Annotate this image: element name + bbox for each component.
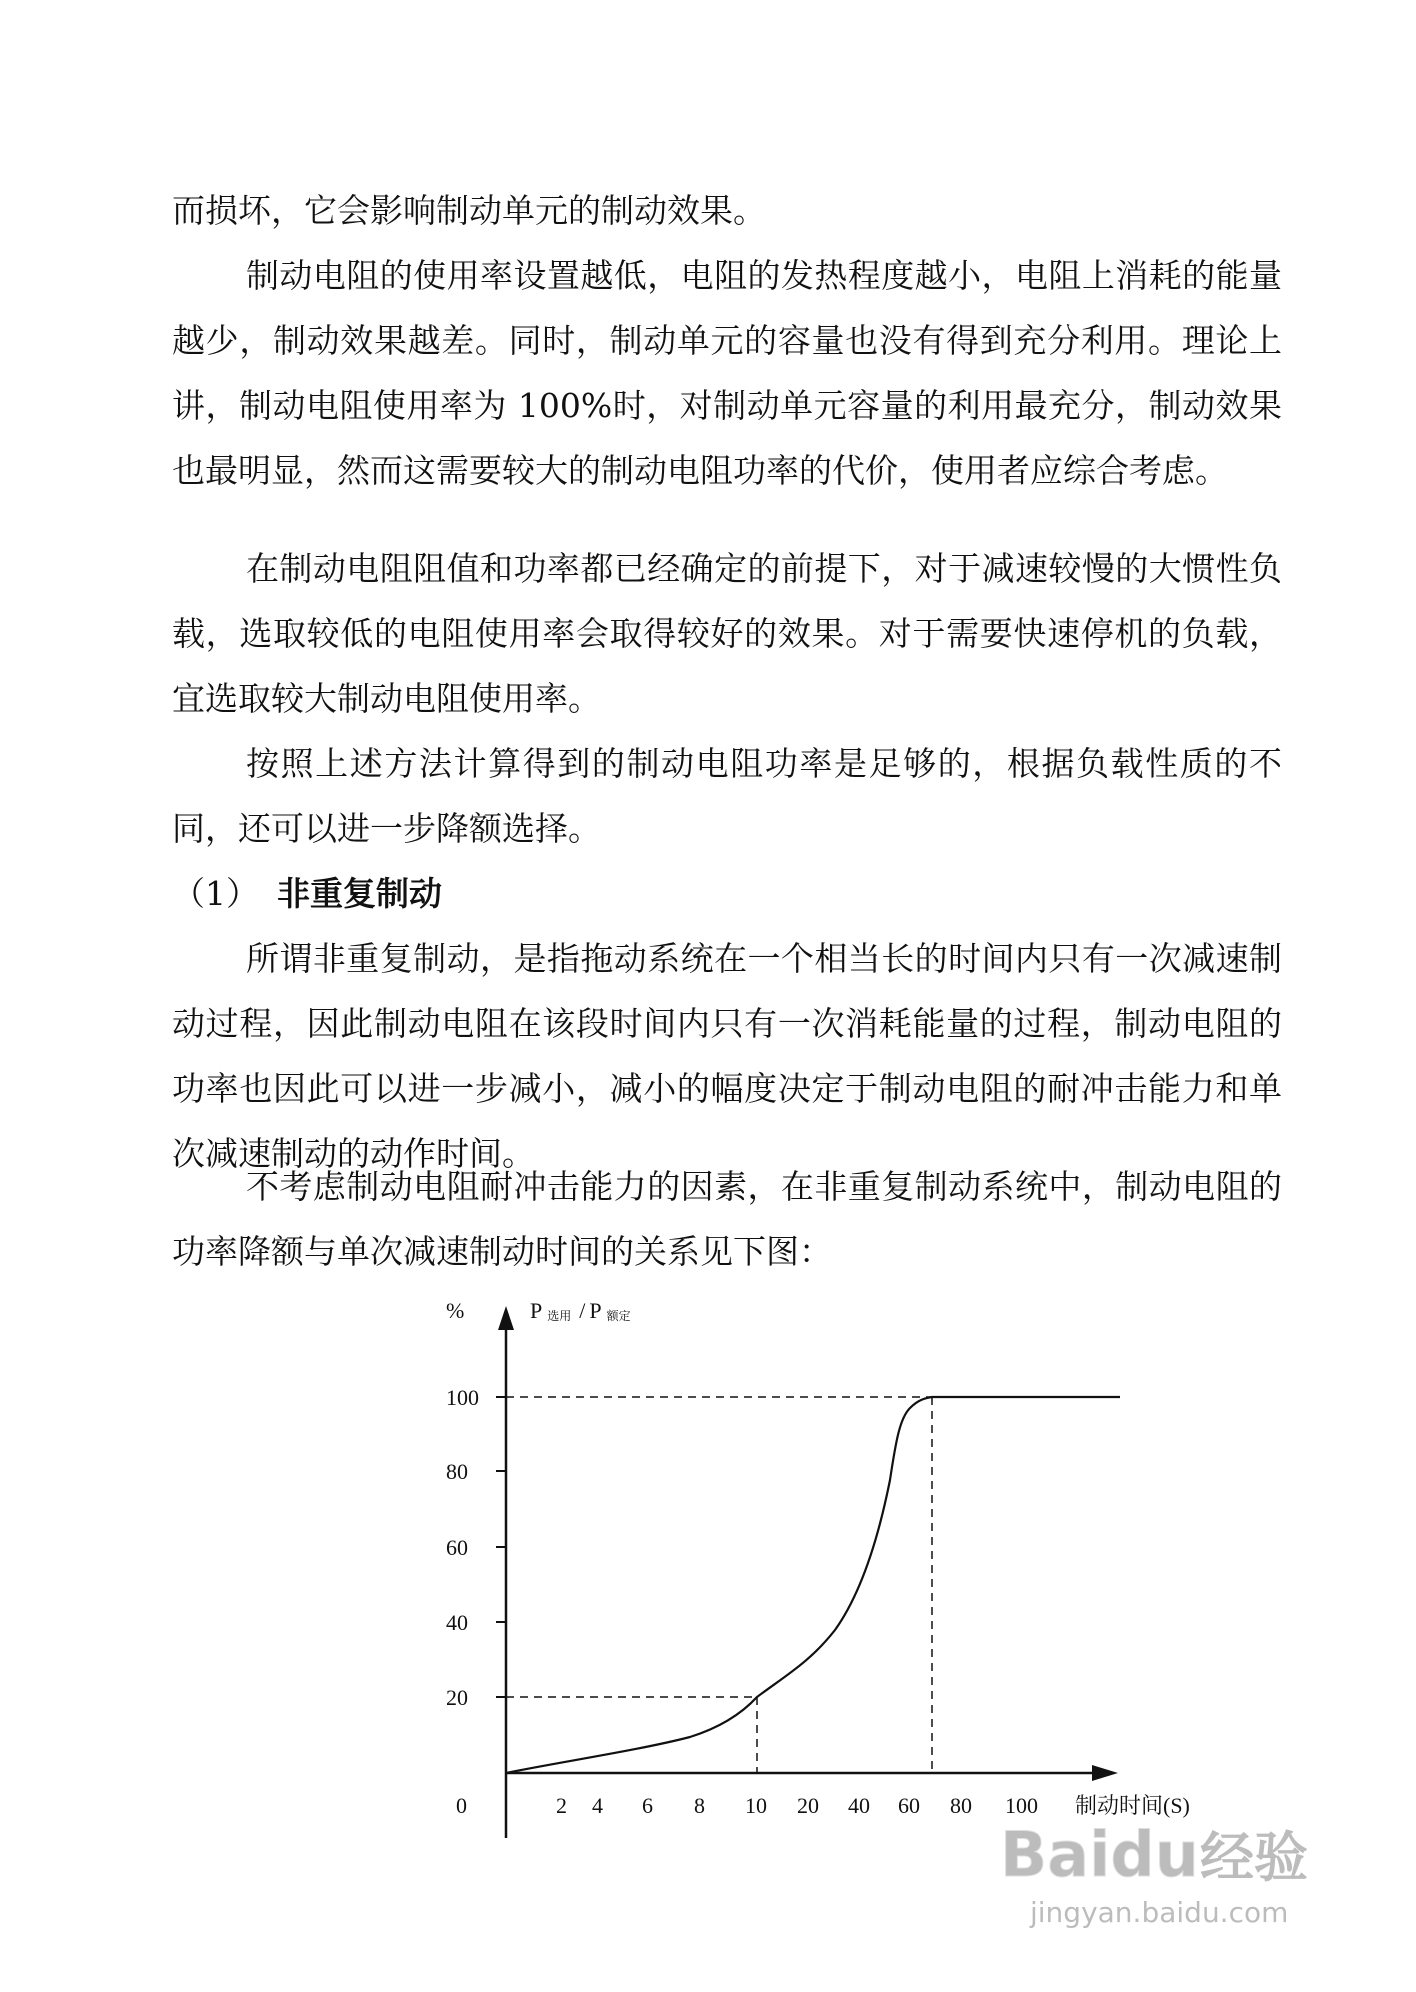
watermark-brand: Baidu — [1000, 1818, 1199, 1891]
x-tick-label-4: 4 — [592, 1793, 603, 1818]
baidu-watermark — [1000, 1818, 1308, 1929]
y-tick-marks — [496, 1397, 506, 1697]
y-unit-label: % — [446, 1298, 465, 1323]
y-title-slash: / — [579, 1298, 586, 1323]
origin-label: 0 — [456, 1793, 467, 1818]
y-tick-label-60: 60 — [446, 1535, 468, 1560]
x-tick-label-20: 20 — [797, 1793, 819, 1818]
y-axis-arrow — [498, 1306, 514, 1330]
x-tick-label-6: 6 — [642, 1793, 653, 1818]
y-title-sub2: 额定 — [606, 1309, 631, 1323]
y-title-p2: P — [589, 1298, 602, 1323]
paragraph-2: 制动电阻的使用率设置越低，电阻的发热程度越小，电阻上消耗的能量越少，制动效果越差。同时，制动单元的容量也没有得到充分利用。理论上讲，制动电阻使用率为 100%时，对制动单元容量的利用最充分，制动效果也最明显，然而这需要较大的制动电阻功率的代价，使用者应综合考虑。 — [172, 256, 1282, 490]
x-tick-label-10: 10 — [745, 1793, 767, 1818]
y-title-p1: P — [530, 1298, 543, 1323]
paragraph-5: 所谓非重复制动，是指拖动系统在一个相当长的时间内只有一次减速制动过程，因此制动电阻在该段时间内只有一次消耗能量的过程，制动电阻的功率也因此可以进一步减小，减小的幅度决定于制动电阻的耐冲击能力和单次减速制动的动作时间。 — [172, 939, 1282, 1173]
section-title: 非重复制动 — [277, 874, 442, 913]
watermark-url: jingyan.baidu.com — [1030, 1896, 1289, 1929]
y-title-sub1: 选用 — [547, 1309, 572, 1323]
derating-curve — [506, 1397, 1120, 1773]
paragraph-1: 而损坏，它会影响制动单元的制动效果。 — [172, 191, 766, 230]
x-axis-title: 制动时间(S) — [1075, 1793, 1190, 1818]
paragraph-4: 按照上述方法计算得到的制动电阻功率是足够的，根据负载性质的不同，还可以进一步降额选择。 — [172, 744, 1282, 848]
x-tick-label-80: 80 — [950, 1793, 972, 1818]
x-tick-label-60: 60 — [898, 1793, 920, 1818]
guide-lines — [506, 1397, 932, 1773]
y-tick-label-80: 80 — [446, 1459, 468, 1484]
x-tick-label-8: 8 — [694, 1793, 705, 1818]
x-tick-label-2: 2 — [556, 1793, 567, 1818]
x-tick-label-40: 40 — [848, 1793, 870, 1818]
y-axis-title — [530, 1298, 631, 1323]
y-tick-label-20: 20 — [446, 1685, 468, 1710]
watermark-product: 经验 — [1200, 1826, 1308, 1889]
y-tick-label-100: 100 — [446, 1385, 479, 1410]
x-axis-arrow — [1092, 1765, 1118, 1781]
section-number: （1） — [172, 874, 259, 913]
paragraph-6: 不考虑制动电阻耐冲击能力的因素，在非重复制动系统中，制动电阻的功率降额与单次减速制动时间的关系见下图： — [172, 1167, 1282, 1271]
x-tick-label-100: 100 — [1005, 1793, 1038, 1818]
paragraph-3: 在制动电阻阻值和功率都已经确定的前提下，对于减速较慢的大惯性负载，选取较低的电阻使用率会取得较好的效果。对于需要快速停机的负载，宜选取较大制动电阻使用率。 — [172, 549, 1282, 718]
y-tick-label-40: 40 — [446, 1610, 468, 1635]
